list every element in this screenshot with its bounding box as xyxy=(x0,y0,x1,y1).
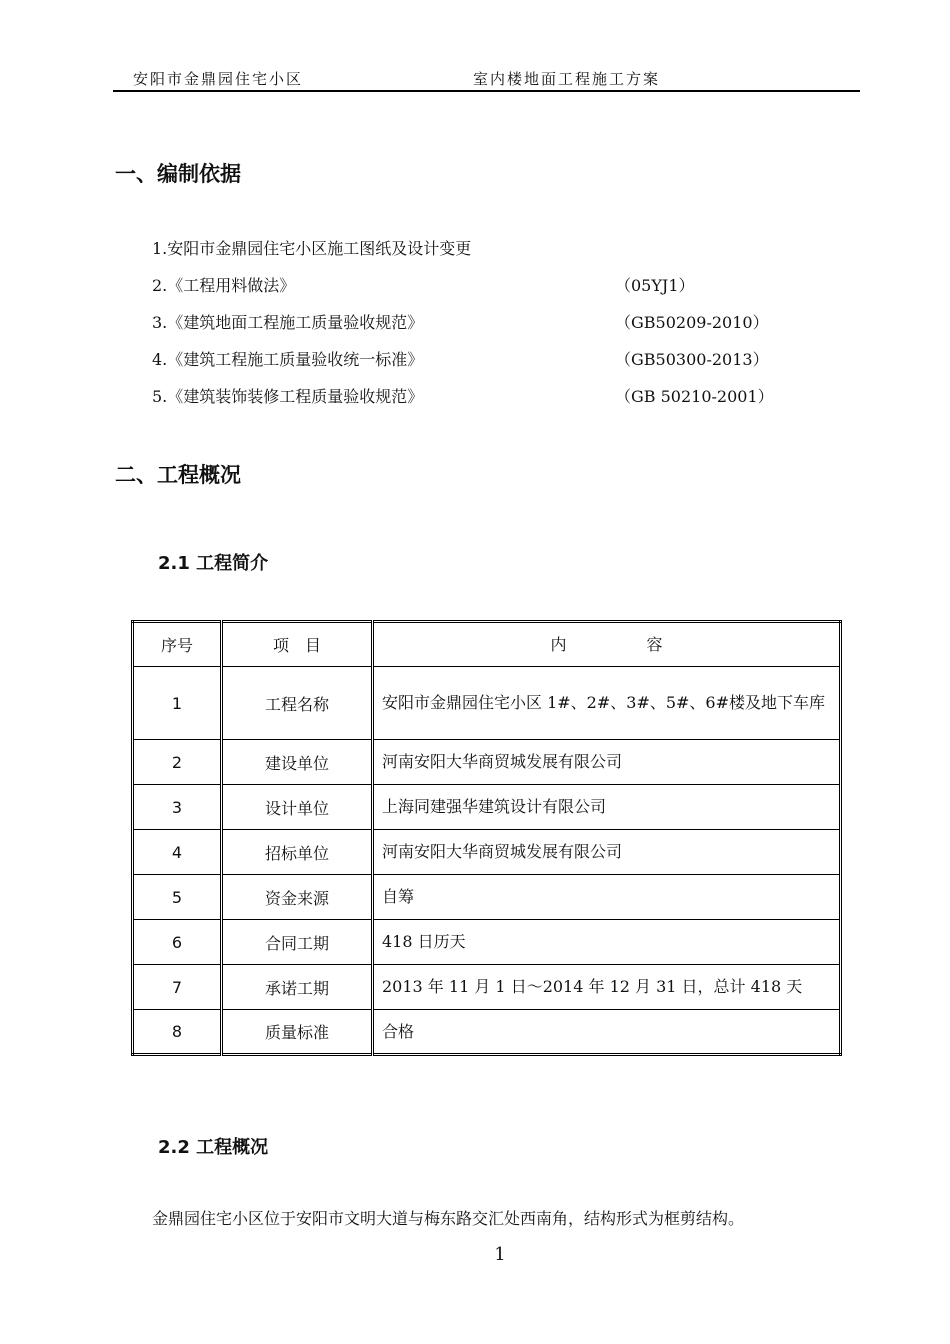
reference-text: 2.《工程用料做法》 xyxy=(152,276,296,295)
table-cell: 8 xyxy=(133,1010,222,1055)
reference-code: （GB50209-2010） xyxy=(615,313,769,332)
table-cell: 合同工期 xyxy=(222,920,373,965)
table-cell: 5 xyxy=(133,875,222,920)
table-cell: 7 xyxy=(133,965,222,1010)
reference-code: （05YJ1） xyxy=(615,276,695,295)
header-document-title: 室内楼地面工程施工方案 xyxy=(473,70,661,88)
table-row xyxy=(133,740,841,785)
table-cell: 上海同建强华建筑设计有限公司 xyxy=(373,785,841,830)
overview-paragraph: 金鼎园住宅小区位于安阳市文明大道与梅东路交汇处西南角，结构形式为框剪结构。 xyxy=(152,1209,745,1228)
reference-text: 5.《建筑装饰装修工程质量验收规范》 xyxy=(152,387,424,406)
table-cell: 2 xyxy=(133,740,222,785)
table-header-cell: 序号 xyxy=(133,622,222,667)
table-cell: 安阳市金鼎园住宅小区 1#、2#、3#、5#、6#楼及地下车库 xyxy=(373,667,841,740)
table-row xyxy=(133,1010,841,1055)
table-cell: 河南安阳大华商贸城发展有限公司 xyxy=(373,740,841,785)
table-cell: 自筹 xyxy=(373,875,841,920)
table-cell: 承诺工期 xyxy=(222,965,373,1010)
table-cell: 建设单位 xyxy=(222,740,373,785)
reference-item-2 xyxy=(152,273,852,297)
table-header-row xyxy=(133,622,841,667)
reference-item-4 xyxy=(152,347,852,371)
table-row xyxy=(133,920,841,965)
reference-item-3 xyxy=(152,310,852,334)
reference-text: 4.《建筑工程施工质量验收统一标准》 xyxy=(152,350,424,369)
page-number: 1 xyxy=(494,1244,506,1265)
page-header xyxy=(113,64,860,92)
table-cell: 2013 年 11 月 1 日～2014 年 12 月 31 日，总计 418 天 xyxy=(373,965,841,1010)
section1-title: 一、编制依据 xyxy=(115,162,241,186)
table-cell: 设计单位 xyxy=(222,785,373,830)
table-cell: 1 xyxy=(133,667,222,740)
table-cell: 质量标准 xyxy=(222,1010,373,1055)
table-row xyxy=(133,667,841,740)
table-cell: 工程名称 xyxy=(222,667,373,740)
table-header-cell: 项 目 xyxy=(222,622,373,667)
header-project-name: 安阳市金鼎园住宅小区 xyxy=(133,70,304,88)
table-row xyxy=(133,875,841,920)
section2-title: 二、工程概况 xyxy=(115,463,241,487)
reference-text: 1.安阳市金鼎园住宅小区施工图纸及设计变更 xyxy=(152,239,472,258)
table-cell: 资金来源 xyxy=(222,875,373,920)
reference-code: （GB 50210-2001） xyxy=(615,387,774,406)
table-row xyxy=(133,965,841,1010)
table-cell: 合格 xyxy=(373,1010,841,1055)
reference-item-1 xyxy=(152,236,852,260)
reference-item-5 xyxy=(152,384,852,408)
table-cell: 418 日历天 xyxy=(373,920,841,965)
subsection-2-2-title: 2.2 工程概况 xyxy=(158,1137,269,1158)
table-cell: 招标单位 xyxy=(222,830,373,875)
reference-text: 3.《建筑地面工程施工质量验收规范》 xyxy=(152,313,424,332)
table-row xyxy=(133,830,841,875)
table-cell: 4 xyxy=(133,830,222,875)
table-row xyxy=(133,785,841,830)
table-cell: 3 xyxy=(133,785,222,830)
project-info-table xyxy=(131,620,842,1056)
table-cell: 河南安阳大华商贸城发展有限公司 xyxy=(373,830,841,875)
reference-code: （GB50300-2013） xyxy=(615,350,769,369)
subsection-2-1-title: 2.1 工程简介 xyxy=(158,553,269,574)
table-cell: 6 xyxy=(133,920,222,965)
table-header-cell: 内 容 xyxy=(373,622,841,667)
